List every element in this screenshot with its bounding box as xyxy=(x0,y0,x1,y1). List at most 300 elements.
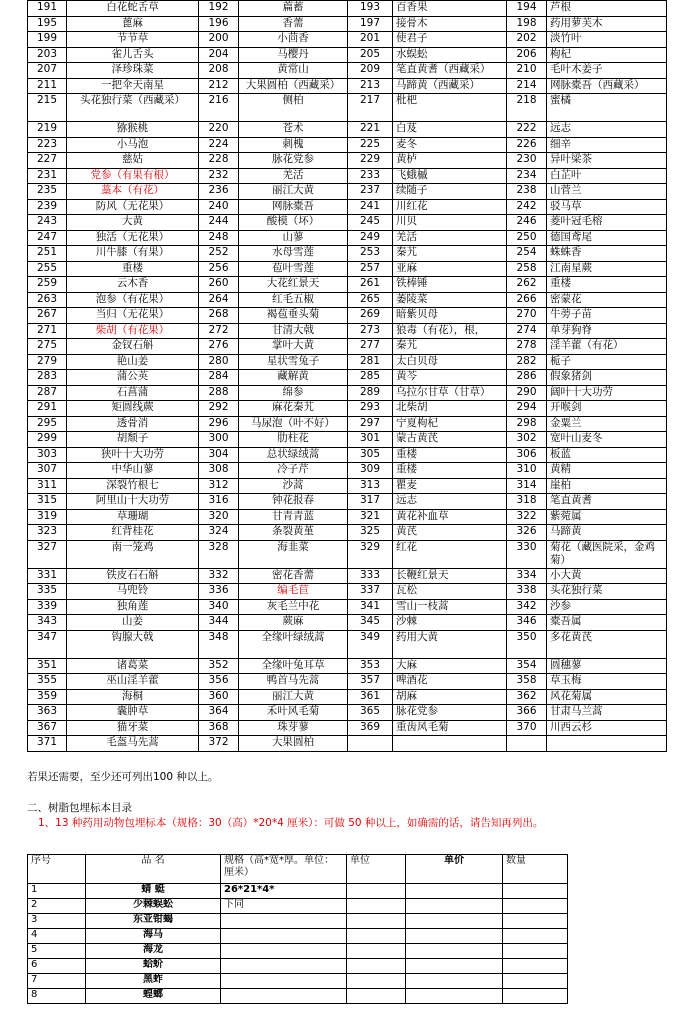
item-name: 雀儿舌头 xyxy=(67,47,199,63)
item-number: 249 xyxy=(348,230,393,246)
item-number: 264 xyxy=(199,292,239,308)
item-name: 甘清大戟 xyxy=(239,323,348,339)
item-name: 草玉梅 xyxy=(547,674,667,690)
item-number: 198 xyxy=(507,16,547,32)
item-name: 多花黄芪 xyxy=(547,630,667,658)
item-number: 242 xyxy=(507,199,547,215)
item-name: 黄精 xyxy=(547,463,667,479)
item-name: 驳马草 xyxy=(547,199,667,215)
item-number: 303 xyxy=(28,447,67,463)
header-qty: 数量 xyxy=(503,855,568,884)
item-name: 重楼 xyxy=(393,447,507,463)
cell-no: 8 xyxy=(28,989,86,1004)
item-name: 菊花（藏医院采，金鸡菊） xyxy=(547,540,667,568)
table-row xyxy=(28,989,568,1004)
item-name: 红毛五椒 xyxy=(239,292,348,308)
table-row xyxy=(28,929,568,944)
item-name: 菱叶冠毛榕 xyxy=(547,215,667,231)
item-name: 羌活 xyxy=(239,168,348,184)
item-name: 金粟兰 xyxy=(547,416,667,432)
table-row xyxy=(28,261,667,277)
item-number: 262 xyxy=(507,277,547,293)
item-number: 322 xyxy=(507,509,547,525)
item-number: 191 xyxy=(28,1,67,17)
cell-qty xyxy=(503,884,568,899)
item-number: 312 xyxy=(199,478,239,494)
item-number: 232 xyxy=(199,168,239,184)
cell-qty xyxy=(503,989,568,1004)
specimen-list-body xyxy=(28,1,667,752)
table-row xyxy=(28,137,667,153)
item-number: 214 xyxy=(507,78,547,94)
header-row xyxy=(28,855,568,884)
item-name: 单芽狗脊 xyxy=(547,323,667,339)
item-number: 241 xyxy=(348,199,393,215)
item-name: 透骨消 xyxy=(67,416,199,432)
table-row xyxy=(28,63,667,79)
item-name: 香薷 xyxy=(239,16,348,32)
item-name: 柴胡（有花果） xyxy=(67,323,199,339)
table-row xyxy=(28,584,667,600)
item-number: 273 xyxy=(348,323,393,339)
item-name: 白芷叶 xyxy=(547,168,667,184)
table-row xyxy=(28,215,667,231)
cell-unit xyxy=(347,929,406,944)
item-name: 囊肿草 xyxy=(67,705,199,721)
more-items-note: 若果还需要，至少还可列出100 种以上。 xyxy=(27,771,219,783)
item-number: 359 xyxy=(28,689,67,705)
item-name: 丽江大黄 xyxy=(239,184,348,200)
item-number: 369 xyxy=(348,720,393,736)
table-row xyxy=(28,432,667,448)
item-name: 苞叶雪莲 xyxy=(239,261,348,277)
cell-qty xyxy=(503,944,568,959)
item-name: 节节草 xyxy=(67,32,199,48)
cell-unit xyxy=(347,884,406,899)
cell-name: 蛤蚧 xyxy=(86,959,221,974)
item-name: 大果圆柏 xyxy=(239,736,348,752)
cell-name: 少棘蜈蚣 xyxy=(86,899,221,914)
item-name: 苍术 xyxy=(239,122,348,138)
cell-no: 3 xyxy=(28,914,86,929)
item-name: 小大黄 xyxy=(547,568,667,584)
table-row xyxy=(28,959,568,974)
item-number: 331 xyxy=(28,568,67,584)
item-number: 266 xyxy=(507,292,547,308)
table-row xyxy=(28,463,667,479)
item-name: 编毛苣 xyxy=(239,584,348,600)
item-name: 藁本（有花） xyxy=(67,184,199,200)
item-number: 308 xyxy=(199,463,239,479)
item-number: 313 xyxy=(348,478,393,494)
item-number: 310 xyxy=(507,463,547,479)
item-number: 372 xyxy=(199,736,239,752)
table-row xyxy=(28,599,667,615)
item-name: 巫山淫羊藿 xyxy=(67,674,199,690)
item-name: 全缘叶兔耳草 xyxy=(239,658,348,674)
item-number: 221 xyxy=(348,122,393,138)
item-number: 265 xyxy=(348,292,393,308)
item-name: 宁夏枸杞 xyxy=(393,416,507,432)
item-name: 侧柏 xyxy=(239,94,348,122)
item-number: 370 xyxy=(507,720,547,736)
item-number: 354 xyxy=(507,658,547,674)
resin-specimen-body xyxy=(28,855,568,1004)
table-row xyxy=(28,246,667,262)
item-number: 257 xyxy=(348,261,393,277)
item-name: 蛛蛛香 xyxy=(547,246,667,262)
item-name: 红花 xyxy=(393,540,507,568)
item-number: 269 xyxy=(348,308,393,324)
item-number: 334 xyxy=(507,568,547,584)
item-name: 假象猪剑 xyxy=(547,370,667,386)
cell-price xyxy=(406,929,503,944)
item-name: 黄芩 xyxy=(393,370,507,386)
item-number: 363 xyxy=(28,705,67,721)
item-number: 202 xyxy=(507,32,547,48)
item-name: 药用萝芙木 xyxy=(547,16,667,32)
table-row xyxy=(28,899,568,914)
item-name: 长鞭红景天 xyxy=(393,568,507,584)
item-name: 百香果 xyxy=(393,1,507,17)
item-number: 344 xyxy=(199,615,239,631)
item-number: 208 xyxy=(199,63,239,79)
item-name: 飞蛾槭 xyxy=(393,168,507,184)
header-unit: 单位 xyxy=(347,855,406,884)
table-row xyxy=(28,540,667,568)
item-number: 237 xyxy=(348,184,393,200)
item-name: 黄常山 xyxy=(239,63,348,79)
header-price: 单价 xyxy=(406,855,503,884)
item-number: 366 xyxy=(507,705,547,721)
item-number: 364 xyxy=(199,705,239,721)
table-row xyxy=(28,720,667,736)
item-name: 川贝 xyxy=(393,215,507,231)
item-name: 亚麻 xyxy=(393,261,507,277)
item-number: 327 xyxy=(28,540,67,568)
item-number: 325 xyxy=(348,525,393,541)
item-number: 350 xyxy=(507,630,547,658)
item-number: 277 xyxy=(348,339,393,355)
item-name: 冷子芹 xyxy=(239,463,348,479)
item-name: 掌叶大黄 xyxy=(239,339,348,355)
item-name: 甘青青蓝 xyxy=(239,509,348,525)
table-row xyxy=(28,658,667,674)
item-name: 沙蒿 xyxy=(239,478,348,494)
item-name: 山姜 xyxy=(67,615,199,631)
item-name: 阔叶十大功劳 xyxy=(547,385,667,401)
table-row xyxy=(28,308,667,324)
item-name: 萎陵菜 xyxy=(393,292,507,308)
item-name: 独活（无花果） xyxy=(67,230,199,246)
item-number: 301 xyxy=(348,432,393,448)
item-number: 287 xyxy=(28,385,67,401)
item-name: 山菅兰 xyxy=(547,184,667,200)
item-name: 丽江大黄 xyxy=(239,689,348,705)
item-name: 麻花秦艽 xyxy=(239,401,348,417)
item-number: 199 xyxy=(28,32,67,48)
item-number: 235 xyxy=(28,184,67,200)
item-name: 秦艽 xyxy=(393,339,507,355)
item-number: 335 xyxy=(28,584,67,600)
item-name: 秦艽 xyxy=(393,246,507,262)
cell-price xyxy=(406,914,503,929)
item-name: 鸭首马先蒿 xyxy=(239,674,348,690)
item-number: 319 xyxy=(28,509,67,525)
item-number: 228 xyxy=(199,153,239,169)
section-note: 1、13 种药用动物包埋标本（规格：30（高）*20*4 厘米）：可做 50 种以上，如确需的话，请告知再列出。 xyxy=(38,817,544,829)
cell-qty xyxy=(503,959,568,974)
cell-no: 5 xyxy=(28,944,86,959)
item-name: 云木香 xyxy=(67,277,199,293)
item-name: 使君子 xyxy=(393,32,507,48)
item-name: 瞿麦 xyxy=(393,478,507,494)
item-number: 294 xyxy=(507,401,547,417)
item-number: 270 xyxy=(507,308,547,324)
item-number: 347 xyxy=(28,630,67,658)
item-name: 暗紫贝母 xyxy=(393,308,507,324)
item-number: 252 xyxy=(199,246,239,262)
item-number: 259 xyxy=(28,277,67,293)
item-name: 褐苞垂头菊 xyxy=(239,308,348,324)
item-name: 马蹄黄 xyxy=(547,525,667,541)
cell-unit xyxy=(347,989,406,1004)
table-row xyxy=(28,199,667,215)
item-name: 黄芪 xyxy=(393,525,507,541)
item-number: 339 xyxy=(28,599,67,615)
item-name: 慈姑 xyxy=(67,153,199,169)
item-name: 大花红景天 xyxy=(239,277,348,293)
item-name: 头花独行菜（西藏采） xyxy=(67,94,199,122)
cell-spec xyxy=(221,959,347,974)
table-row xyxy=(28,78,667,94)
item-name: 续随子 xyxy=(393,184,507,200)
item-number: 295 xyxy=(28,416,67,432)
item-number: 286 xyxy=(507,370,547,386)
item-number: 250 xyxy=(507,230,547,246)
item-number: 222 xyxy=(507,122,547,138)
item-name: 啤酒花 xyxy=(393,674,507,690)
item-name: 深裂竹根七 xyxy=(67,478,199,494)
item-name: 雪山一枝蒿 xyxy=(393,599,507,615)
cell-no: 6 xyxy=(28,959,86,974)
item-name: 海桐 xyxy=(67,689,199,705)
item-number: 330 xyxy=(507,540,547,568)
item-number: 329 xyxy=(348,540,393,568)
item-number: 212 xyxy=(199,78,239,94)
cell-name: 海龙 xyxy=(86,944,221,959)
table-row xyxy=(28,914,568,929)
table-row xyxy=(28,615,667,631)
table-row xyxy=(28,153,667,169)
item-name: 马尿泡（叶不好） xyxy=(239,416,348,432)
item-name: 牛蒡子苗 xyxy=(547,308,667,324)
item-name: 远志 xyxy=(393,494,507,510)
item-name: 蒲公英 xyxy=(67,370,199,386)
item-name: 水蜈蚣 xyxy=(393,47,507,63)
item-number: 204 xyxy=(199,47,239,63)
header-spec: 规格（高*宽*厚。单位：厘米） xyxy=(221,855,347,884)
item-name: 大果圆柏（西藏采） xyxy=(239,78,348,94)
table-row xyxy=(28,689,667,705)
item-name: 金钗石斛 xyxy=(67,339,199,355)
cell-unit xyxy=(347,974,406,989)
cell-price xyxy=(406,974,503,989)
item-number: 205 xyxy=(348,47,393,63)
cell-spec xyxy=(221,944,347,959)
item-number: 238 xyxy=(507,184,547,200)
item-number: 201 xyxy=(348,32,393,48)
item-number: 274 xyxy=(507,323,547,339)
cell-no: 4 xyxy=(28,929,86,944)
item-name: 栀子 xyxy=(547,354,667,370)
item-number: 213 xyxy=(348,78,393,94)
item-name: 萹蓄 xyxy=(239,1,348,17)
table-row xyxy=(28,447,667,463)
cell-qty xyxy=(503,914,568,929)
cell-spec xyxy=(221,914,347,929)
item-number: 357 xyxy=(348,674,393,690)
item-number: 260 xyxy=(199,277,239,293)
item-name: 枸杞 xyxy=(547,47,667,63)
specimen-list-table xyxy=(27,0,667,752)
item-name: 独角莲 xyxy=(67,599,199,615)
item-number: 239 xyxy=(28,199,67,215)
item-name: 川红花 xyxy=(393,199,507,215)
item-number: 280 xyxy=(199,354,239,370)
item-name: 宽叶山麦冬 xyxy=(547,432,667,448)
item-name: 海韭菜 xyxy=(239,540,348,568)
item-number: 356 xyxy=(199,674,239,690)
item-number: 306 xyxy=(507,447,547,463)
item-number: 248 xyxy=(199,230,239,246)
table-row xyxy=(28,32,667,48)
item-number: 351 xyxy=(28,658,67,674)
cell-price xyxy=(406,989,503,1004)
item-number: 284 xyxy=(199,370,239,386)
table-row xyxy=(28,974,568,989)
item-name: 崖柏 xyxy=(547,478,667,494)
item-name: 异叶梁茶 xyxy=(547,153,667,169)
item-number: 192 xyxy=(199,1,239,17)
item-number: 195 xyxy=(28,16,67,32)
table-row xyxy=(28,339,667,355)
item-number: 316 xyxy=(199,494,239,510)
item-number: 240 xyxy=(199,199,239,215)
item-name: 麦冬 xyxy=(393,137,507,153)
item-number: 321 xyxy=(348,509,393,525)
item-name: 毛盔马先蒿 xyxy=(67,736,199,752)
item-name: 密花香薷 xyxy=(239,568,348,584)
item-name: 重楼 xyxy=(393,463,507,479)
item-name: 重楼 xyxy=(547,277,667,293)
cell-qty xyxy=(503,974,568,989)
item-name: 细辛 xyxy=(547,137,667,153)
item-name: 水母雪莲 xyxy=(239,246,348,262)
item-name: 珠芽蓼 xyxy=(239,720,348,736)
item-name: 沙参 xyxy=(547,599,667,615)
item-number: 285 xyxy=(348,370,393,386)
item-number xyxy=(348,736,393,752)
table-row xyxy=(28,122,667,138)
item-name: 蕨麻 xyxy=(239,615,348,631)
cell-unit xyxy=(347,959,406,974)
item-name: 诸葛菜 xyxy=(67,658,199,674)
item-name: 蓖麻 xyxy=(67,16,199,32)
item-name: 泽珍珠菜 xyxy=(67,63,199,79)
item-number: 365 xyxy=(348,705,393,721)
table-row xyxy=(28,509,667,525)
item-number: 226 xyxy=(507,137,547,153)
item-number: 209 xyxy=(348,63,393,79)
item-number: 234 xyxy=(507,168,547,184)
item-number: 200 xyxy=(199,32,239,48)
item-number: 218 xyxy=(507,94,547,122)
item-number: 291 xyxy=(28,401,67,417)
item-name: 川西云杉 xyxy=(547,720,667,736)
table-row xyxy=(28,94,667,122)
item-name: 藏解黄 xyxy=(239,370,348,386)
item-number: 217 xyxy=(348,94,393,122)
item-number: 258 xyxy=(507,261,547,277)
item-number: 318 xyxy=(507,494,547,510)
item-name: 药用大黄 xyxy=(393,630,507,658)
item-number: 368 xyxy=(199,720,239,736)
item-name: 星状雪兔子 xyxy=(239,354,348,370)
item-number: 362 xyxy=(507,689,547,705)
item-number: 302 xyxy=(507,432,547,448)
cell-spec xyxy=(221,929,347,944)
item-name: 北柴胡 xyxy=(393,401,507,417)
item-number: 268 xyxy=(199,308,239,324)
item-name: 猫牙菜 xyxy=(67,720,199,736)
table-row xyxy=(28,16,667,32)
header-no: 序号 xyxy=(28,855,86,884)
item-name: 中华山蓼 xyxy=(67,463,199,479)
item-number: 245 xyxy=(348,215,393,231)
item-number: 215 xyxy=(28,94,67,122)
item-name: 大麻 xyxy=(393,658,507,674)
item-number: 352 xyxy=(199,658,239,674)
item-number: 233 xyxy=(348,168,393,184)
cell-qty xyxy=(503,929,568,944)
item-name: 重楼 xyxy=(67,261,199,277)
table-row xyxy=(28,370,667,386)
item-number: 223 xyxy=(28,137,67,153)
item-number: 297 xyxy=(348,416,393,432)
item-name: 矩圆线蕨 xyxy=(67,401,199,417)
item-name: 防风（无花果） xyxy=(67,199,199,215)
item-number: 358 xyxy=(507,674,547,690)
item-number: 203 xyxy=(28,47,67,63)
item-name: 太白贝母 xyxy=(393,354,507,370)
table-row xyxy=(28,630,667,658)
cell-name: 东亚钳蝎 xyxy=(86,914,221,929)
item-name: 泡参（有花果） xyxy=(67,292,199,308)
item-number: 289 xyxy=(348,385,393,401)
table-row xyxy=(28,568,667,584)
table-row xyxy=(28,416,667,432)
cell-unit xyxy=(347,914,406,929)
item-number: 314 xyxy=(507,478,547,494)
table-row xyxy=(28,884,568,899)
item-number: 293 xyxy=(348,401,393,417)
item-number: 288 xyxy=(199,385,239,401)
item-number: 367 xyxy=(28,720,67,736)
item-name: 小马泡 xyxy=(67,137,199,153)
item-name: 脉花党参 xyxy=(393,705,507,721)
item-number: 229 xyxy=(348,153,393,169)
